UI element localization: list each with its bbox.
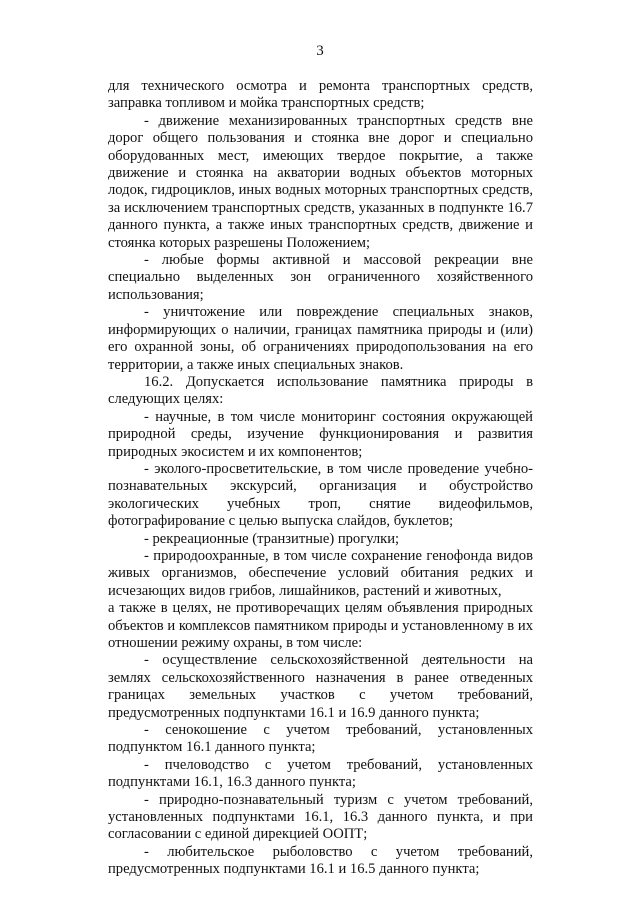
page-number: 3 [316, 43, 324, 59]
paragraph: - любые формы активной и массовой рекреации вне специально выделенных зон ограниченного хозяйственного использования; [108, 252, 533, 303]
paragraph: - научные, в том числе мониторинг состояния окружающей природной среды, изучение функционирования и развития природных экосистем и их компонентов; [108, 408, 533, 460]
paragraph: для технического осмотра и ремонта транспортных средств, заправка топливом и мойка транспортных средств; [108, 78, 533, 112]
paragraph: - сенокошение с учетом требований, установленных подпунктом 16.1 данного пункта; [108, 722, 533, 756]
paragraph: - природно-познавательный туризм с учетом требований, установленных подпунктами 16.1, 16.3 данного пункта, и при согласовании с единой дирекцией ООПТ; [108, 791, 533, 843]
paragraph: - движение механизированных транспортных средств вне дорог общего пользования и стоянка вне дорог и специально оборудованных мест, имеющих твердое покрытие, а также движение и стоянка на акватории водных объектов моторных лодок, гидроциклов, иных водных моторных транспортных средств, за исключением транспортных средств, указанных в подпункте 16.7 данного пункта, а также иных транспортных средств, движение и стоянка которых разрешены Положением; [108, 112, 533, 251]
paragraph: - уничтожение или повреждение специальных знаков, информирующих о наличии, границах памятника природы и (или) его охранной зоны, об ограничениях природопользования на его территории, а также иных специальных знаков. [108, 304, 533, 373]
paragraph: - любительское рыболовство с учетом требований, предусмотренных подпунктами 16.1 и 16.5 данного пункта; [108, 843, 533, 878]
paragraph: 16.2. Допускается использование памятника природы в следующих целях: [108, 373, 533, 408]
paragraph: а также в целях, не противоречащих целям объявления природных объектов и комплексов памятником природы и установленному в их отношении режиму охраны, в том числе: [108, 600, 533, 651]
paragraph: - осуществление сельскохозяйственной деятельности на землях сельскохозяйственного назначения в ранее отведенных границах земельных участков с учетом требований, предусмотренных подпунктами 16.1 и 16.9 данного пункта; [108, 652, 533, 721]
paragraph: - природоохранные, в том числе сохранение генофонда видов живых организмов, обеспечение условий обитания редких и исчезающих видов грибов, лишайников, растений и животных, [108, 547, 533, 599]
paragraph: - эколого-просветительские, в том числе проведение учебно-познавательных экскурсий, организация и обустройство экологических учебных троп, снятие видеофильмов, фотографирование с целью выпуска слайдов, буклетов; [108, 460, 533, 530]
paragraph: - рекреационные (транзитные) прогулки; [144, 530, 400, 547]
document-body [108, 78, 533, 879]
paragraph: - пчеловодство с учетом требований, установленных подпунктами 16.1, 16.3 данного пункта; [108, 756, 533, 791]
